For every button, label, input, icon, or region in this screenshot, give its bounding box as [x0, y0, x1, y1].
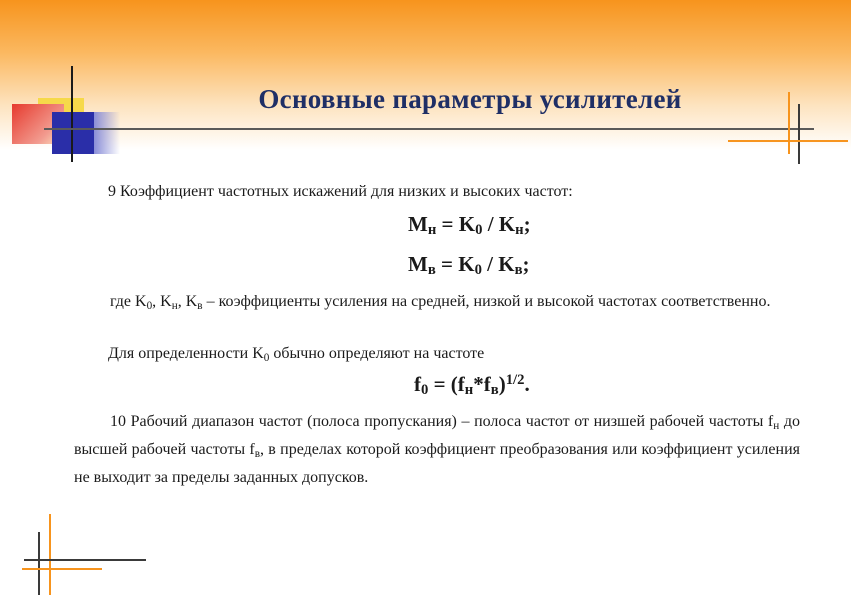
- formula-f0: $f_0 = (f_н*f_в)^{1/2}$.: [414, 372, 530, 398]
- item-10-paragraph: 10 Рабочий диапазон частот (полоса пропускания) – полоса частот от низшей рабочей частоты $f_н$ до высшей рабочей частоты $f_в$, в пределах которой коэффициент преобразования или коэффициент усиления не выходит за пределы заданных допусков.: [74, 413, 801, 486]
- slide-title: Основные параметры усилителей: [258, 84, 682, 114]
- blue-square: [52, 112, 94, 154]
- item-9-text: 9 Коэффициент частотных искажений для низких и высоких частот:: [108, 183, 573, 200]
- horizontal-line-orange: [22, 568, 102, 570]
- definiteness-text: Для определенности $K_0$ обычно определяют на частоте: [108, 345, 485, 364]
- vertical-line-orange: [49, 514, 51, 595]
- vertical-line: [71, 66, 73, 162]
- formula-m-high: $M_в = K_0 / K_в$;: [408, 252, 530, 278]
- horizontal-line-orange: [728, 140, 848, 142]
- formula-m-low: $M_н = K_0 / K_н$;: [408, 212, 531, 238]
- horizontal-line-dark: [24, 559, 146, 561]
- vertical-line-dark: [38, 532, 40, 595]
- where-paragraph: где $K_0$, $K_н$, $K_в$ – коэффициенты усиления на средней, низкой и высокой частотах соответственно.: [110, 293, 771, 312]
- horizontal-line: [44, 128, 814, 130]
- blue-fade: [94, 112, 120, 154]
